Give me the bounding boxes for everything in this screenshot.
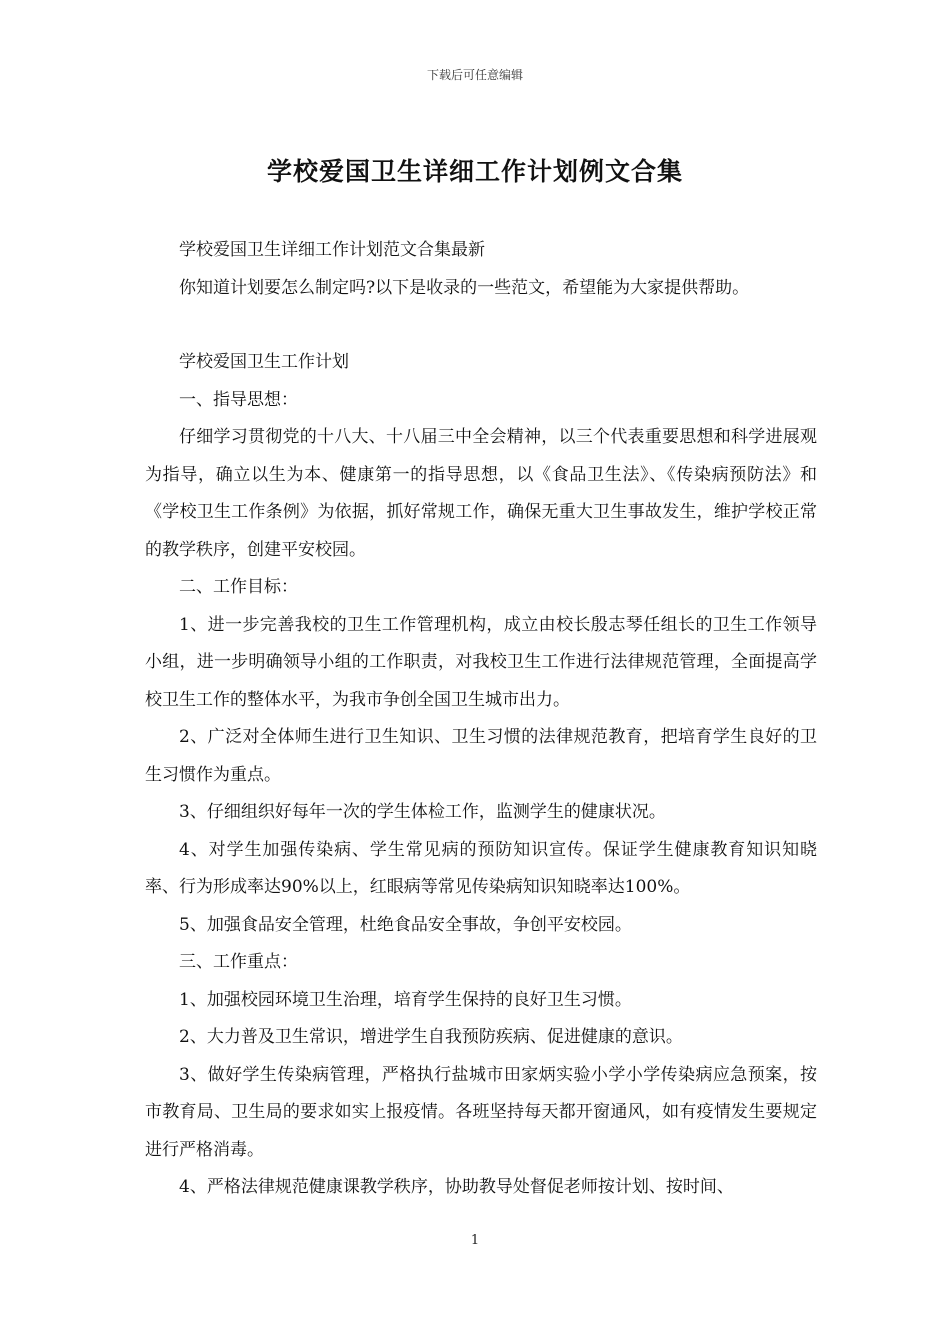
focus-item-1: 1、加强校园环境卫生治理，培育学生保持的良好卫生习惯。	[179, 989, 632, 1010]
page-number: 1	[470, 1233, 480, 1248]
paragraph-subtitle: 学校爱国卫生详细工作计划范文合集最新	[179, 240, 485, 260]
paragraph-intro: 你知道计划要怎么制定吗?以下是收录的一些范文，希望能为大家提供帮助。	[179, 277, 750, 298]
section-heading-goals: 二、工作目标：	[179, 577, 298, 597]
document-body	[145, 232, 817, 1207]
section-heading-guiding-thought: 一、指导思想：	[179, 389, 298, 410]
paragraph-guiding-thought: 仔细学习贯彻党的十八大、十八届三中全会精神，以三个代表重要思想和科学进展观为指导，确立以生为本、健康第一的指导思想，以《食品卫生法》、《传染病预防法》和《学校卫生工作条例》为依据，抓好常规工作，确保无重大卫生事故发生，维护学校正常的教学秩序，创建平安校园。	[145, 427, 817, 560]
section-heading-focus: 三、工作重点：	[179, 952, 298, 972]
goal-item-4: 4、对学生加强传染病、学生常见病的预防知识宣传。保证学生健康教育知识知晓率、行为形成率达90%以上，红眼病等常见传染病知识知晓率达100%。	[145, 839, 817, 897]
goal-item-2: 2、广泛对全体师生进行卫生知识、卫生习惯的法律规范教育，把培育学生良好的卫生习惯作为重点。	[145, 727, 817, 785]
goal-item-3: 3、仔细组织好每年一次的学生体检工作，监测学生的健康状况。	[179, 802, 666, 822]
document-title: 学校爱国卫生详细工作计划例文合集	[266, 157, 683, 186]
focus-item-4: 4、严格法律规范健康课教学秩序，协助教导处督促老师按计划、按时间、	[179, 1177, 734, 1197]
goal-item-5: 5、加强食品安全管理，杜绝食品安全事故，争创平安校园。	[179, 914, 632, 935]
section-heading-plan: 学校爱国卫生工作计划	[179, 352, 349, 372]
goal-item-1: 1、进一步完善我校的卫生工作管理机构，成立由校长殷志琴任组长的卫生工作领导小组，进一步明确领导小组的工作职责，对我校卫生工作进行法律规范管理，全面提高学校卫生工作的整体水平，为我市争创全国卫生城市出力。	[145, 614, 817, 710]
focus-item-2: 2、大力普及卫生常识，增进学生自我预防疾病、促进健康的意识。	[179, 1027, 683, 1047]
focus-item-3: 3、做好学生传染病管理，严格执行盐城市田家炳实验小学小学传染病应急预案，按市教育局、卫生局的要求如实上报疫情。各班坚持每天都开窗通风，如有疫情发生要规定进行严格消毒。	[145, 1064, 817, 1160]
header-note: 下载后可任意编辑	[426, 68, 523, 82]
